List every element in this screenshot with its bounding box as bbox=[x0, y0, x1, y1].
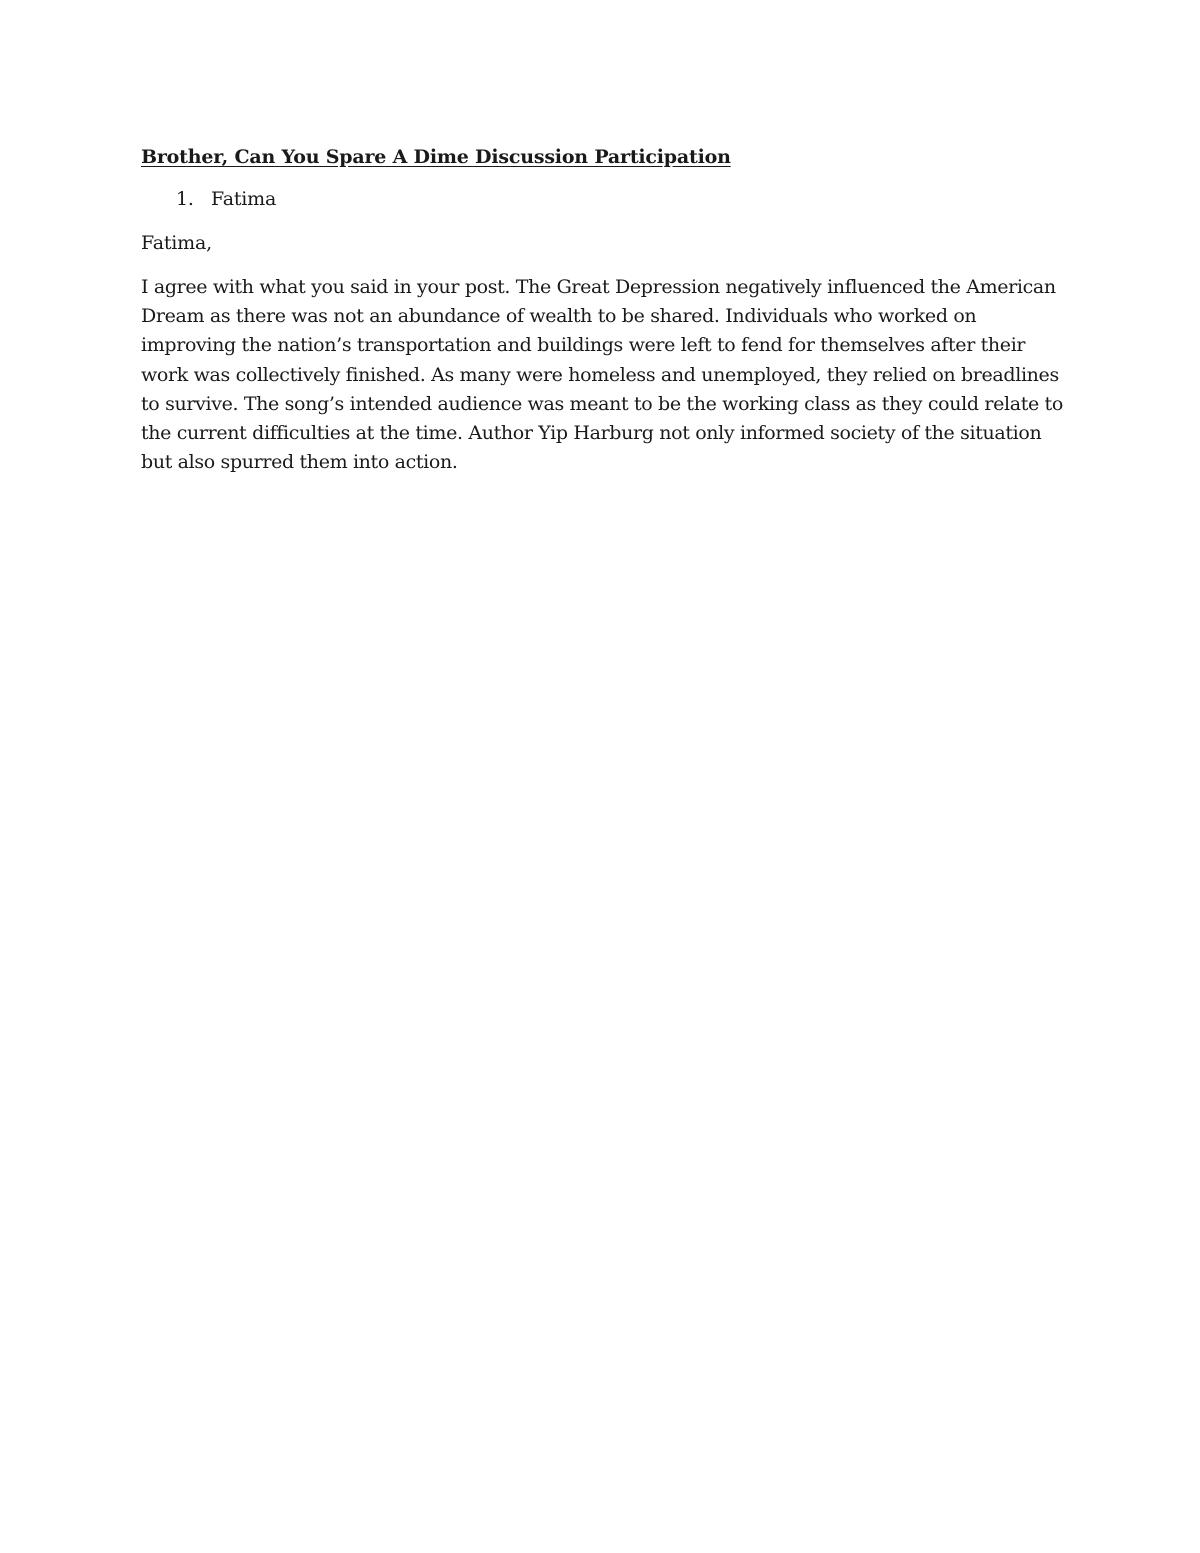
list-item-number: 1. bbox=[176, 188, 194, 210]
body-paragraph: I agree with what you said in your post. The Great Depression negatively influenced the American Dream as there was not an abundance of wealth to be shared. Individuals who worked on improving the nation’s transportation and buildings were left to fend for themselves after their work was collectively finished. As many were homeless and unemployed, they relied on breadlines to survive. The song’s intended audience was meant to be the working class as they could relate to the current difficulties at the time. Author Yip Harburg not only informed society of the situation but also spurred them into action. bbox=[141, 276, 1063, 474]
list-item-text: Fatima bbox=[211, 188, 277, 210]
list-item bbox=[141, 185, 1071, 213]
document-title: Brother, Can You Spare A Dime Discussion Participation bbox=[141, 146, 731, 168]
salutation: Fatima, bbox=[141, 232, 212, 254]
numbered-list bbox=[141, 185, 1071, 213]
document-content bbox=[141, 143, 1071, 477]
